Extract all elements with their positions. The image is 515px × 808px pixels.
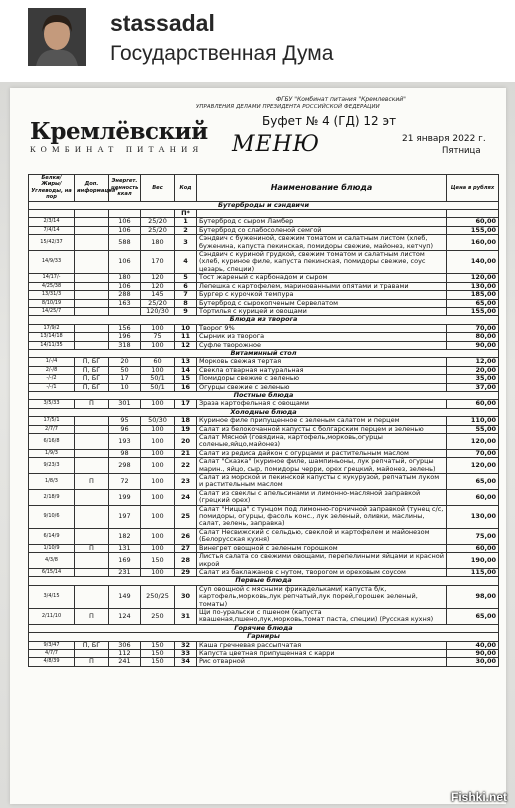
item-name: Сэндвич с куриной грудкой, свежим томатом и салатным листом (хлеб, куриное филе, капуста пекинская, помидоры свежие, соус цезарь, специи) xyxy=(197,251,447,274)
item-nutrients xyxy=(29,210,75,218)
menu-table xyxy=(28,174,499,667)
menu-body xyxy=(29,201,499,666)
item-code: 24 xyxy=(175,489,197,505)
item-extra-info: П xyxy=(75,608,109,624)
item-weight: 100 xyxy=(141,568,175,576)
item-price: 98,00 xyxy=(447,585,499,608)
menu-item-row xyxy=(29,235,499,251)
item-extra-info: П, БГ xyxy=(75,641,109,649)
item-nutrients: 1/10/9 xyxy=(29,544,75,552)
item-extra-info: П, БГ xyxy=(75,375,109,383)
item-name: Бургер с курочкой темпура xyxy=(197,291,447,299)
menu-item-row xyxy=(29,474,499,490)
header-energy: Энергет. ценность ккал xyxy=(109,175,141,202)
item-weight: 150 xyxy=(141,649,175,657)
item-extra-info: П xyxy=(75,474,109,490)
menu-item-row xyxy=(29,458,499,474)
item-extra-info xyxy=(75,341,109,349)
item-name: Суп овощной с мясными фрикадельками( капуста б/к, картофель,морковь,лук репчатый,лук порей,горошек зеленый, томаты) xyxy=(197,585,447,608)
section-title: Горячие блюда xyxy=(29,624,499,632)
item-energy: 106 xyxy=(109,282,141,290)
item-energy: 20 xyxy=(109,358,141,366)
item-nutrients: 6/15/14 xyxy=(29,568,75,576)
item-price: 60,00 xyxy=(447,400,499,408)
item-nutrients: 4/3/8 xyxy=(29,553,75,569)
item-extra-info xyxy=(75,458,109,474)
menu-item-row xyxy=(29,585,499,608)
item-extra-info xyxy=(75,417,109,425)
item-weight: 100 xyxy=(141,505,175,528)
item-nutrients: 9/3/47 xyxy=(29,641,75,649)
menu-paper xyxy=(10,88,506,804)
item-price: 70,00 xyxy=(447,449,499,457)
item-nutrients: 6/14/9 xyxy=(29,528,75,544)
item-code: 29 xyxy=(175,568,197,576)
item-price: 140,00 xyxy=(447,251,499,274)
item-name: Салат "Сказка" (куриное филе, шампиньоны, лук репчатый, огурцы марин., яйцо, сыр, помидоры черри, орех грецкий, майонез, зелень) xyxy=(197,458,447,474)
post-username[interactable]: stassadal xyxy=(110,10,215,36)
item-code: 6 xyxy=(175,282,197,290)
item-weight: 50/1 xyxy=(141,383,175,391)
item-code: 16 xyxy=(175,383,197,391)
item-nutrients: -/-/2 xyxy=(29,375,75,383)
item-nutrients: 14/11/35 xyxy=(29,341,75,349)
item-nutrients: 13/14/18 xyxy=(29,333,75,341)
menu-section-row xyxy=(29,577,499,585)
item-extra-info xyxy=(75,218,109,226)
item-extra-info: П, БГ xyxy=(75,383,109,391)
item-name: Рис отварной xyxy=(197,658,447,666)
item-code: 26 xyxy=(175,528,197,544)
item-code: 9 xyxy=(175,307,197,315)
item-extra-info xyxy=(75,449,109,457)
item-nutrients: 8/10/19 xyxy=(29,299,75,307)
item-extra-info xyxy=(75,282,109,290)
item-energy: 72 xyxy=(109,474,141,490)
item-nutrients: 3/4/15 xyxy=(29,585,75,608)
menu-item-row xyxy=(29,251,499,274)
item-name: Сырник из творога xyxy=(197,333,447,341)
item-price: 155,00 xyxy=(447,307,499,315)
item-energy: 197 xyxy=(109,505,141,528)
item-nutrients: 13/31/3 xyxy=(29,291,75,299)
item-weight: 100 xyxy=(141,449,175,457)
item-nutrients: 1/9/3 xyxy=(29,449,75,457)
item-weight: 100 xyxy=(141,474,175,490)
item-extra-info xyxy=(75,528,109,544)
item-energy: 231 xyxy=(109,568,141,576)
item-weight: 120/30 xyxy=(141,307,175,315)
item-price: 110,00 xyxy=(447,417,499,425)
item-name: Свекла отварная натуральная xyxy=(197,366,447,374)
menu-photo xyxy=(0,82,515,808)
menu-date: 21 января 2022 г. xyxy=(402,134,486,144)
item-name: Салат из баклажанов с нутом, творогом и ореховым соусом xyxy=(197,568,447,576)
item-price: 20,00 xyxy=(447,366,499,374)
section-title: Витаминный стол xyxy=(29,349,499,357)
item-extra-info xyxy=(75,274,109,282)
item-code: 28 xyxy=(175,553,197,569)
section-title: Постные блюда xyxy=(29,391,499,399)
item-extra-info xyxy=(75,299,109,307)
item-name: Винегрет овощной с зеленым горошком xyxy=(197,544,447,552)
item-weight: 120 xyxy=(141,282,175,290)
item-energy: 95 xyxy=(109,417,141,425)
item-weight: 150 xyxy=(141,658,175,666)
item-name: Салат из белокочанной капусты с болгарским перцем и зеленью xyxy=(197,425,447,433)
item-code: 17 xyxy=(175,400,197,408)
item-energy: 169 xyxy=(109,553,141,569)
menu-weekday: Пятница xyxy=(442,146,481,156)
item-extra-info xyxy=(75,291,109,299)
item-nutrients: 4/25/38 xyxy=(29,282,75,290)
item-price: 155,00 xyxy=(447,226,499,234)
item-energy: 98 xyxy=(109,449,141,457)
item-name: Капуста цветная припущенная с карри xyxy=(197,649,447,657)
item-weight: 170 xyxy=(141,251,175,274)
item-code: 8 xyxy=(175,299,197,307)
item-name: Суфле творожное xyxy=(197,341,447,349)
item-name: Листья салата со свежими овощами, перепелиными яйцами и красной икрой xyxy=(197,553,447,569)
avatar[interactable] xyxy=(28,8,86,66)
post-location[interactable]: Государственная Дума xyxy=(110,42,334,65)
menu-item-row xyxy=(29,489,499,505)
item-extra-info xyxy=(75,425,109,433)
item-energy: 131 xyxy=(109,544,141,552)
item-energy: 288 xyxy=(109,291,141,299)
kremlin-logo xyxy=(30,118,208,154)
item-code: 34 xyxy=(175,658,197,666)
item-nutrients: 7/4/14 xyxy=(29,226,75,234)
item-weight: 100 xyxy=(141,400,175,408)
item-weight: 25/20 xyxy=(141,218,175,226)
menu-section-row xyxy=(29,316,499,324)
header-extra-info: Доп. информация* xyxy=(75,175,109,202)
menu-item-row xyxy=(29,553,499,569)
item-code: 30 xyxy=(175,585,197,608)
menu-item-row xyxy=(29,291,499,299)
menu-item-row xyxy=(29,375,499,383)
item-code: 21 xyxy=(175,449,197,457)
item-energy: 149 xyxy=(109,585,141,608)
item-name: Салат Мясной (говядина, картофель,морковь,огурцы соленые,яйцо,майонез) xyxy=(197,434,447,450)
section-title: Блюда из творога xyxy=(29,316,499,324)
item-name: Салат из редиса дайкон с огурцами и растительным маслом xyxy=(197,449,447,457)
post-header xyxy=(0,0,515,82)
item-nutrients: 6/16/8 xyxy=(29,434,75,450)
item-nutrients: 2/-/8 xyxy=(29,366,75,374)
item-price: 115,00 xyxy=(447,568,499,576)
item-name: Бутерброд с сыром Ламбер xyxy=(197,218,447,226)
item-weight: 145 xyxy=(141,291,175,299)
item-code: 23 xyxy=(175,474,197,490)
item-nutrients: 14/25/7 xyxy=(29,307,75,315)
item-energy: 588 xyxy=(109,235,141,251)
item-name: Салат "Ницца" с тунцом под лимонно-горчичной заправкой (тунец с/с, помидоры, огурцы, фасоль конс., лук зеленый, оливки, маслины, салат, зелень, заправка) xyxy=(197,505,447,528)
item-energy xyxy=(109,307,141,315)
item-energy: 96 xyxy=(109,425,141,433)
item-code: 14 xyxy=(175,366,197,374)
item-energy: 298 xyxy=(109,458,141,474)
buffet-name: Буфет № 4 (ГД) 12 эт xyxy=(262,114,397,128)
item-code: 12 xyxy=(175,341,197,349)
item-name: Салат из свеклы с апельсинами и лимонно-масляной заправкой (грецкий орех) xyxy=(197,489,447,505)
item-weight: 50/30 xyxy=(141,417,175,425)
section-title: Первые блюда xyxy=(29,577,499,585)
menu-item-row xyxy=(29,658,499,666)
item-name: Тортилья с курицей и овощами xyxy=(197,307,447,315)
item-price: 120,00 xyxy=(447,274,499,282)
menu-item-row xyxy=(29,608,499,624)
item-weight: 120 xyxy=(141,274,175,282)
item-price: 65,00 xyxy=(447,474,499,490)
item-extra-info xyxy=(75,333,109,341)
item-code: 3 xyxy=(175,235,197,251)
item-nutrients: 2/18/9 xyxy=(29,489,75,505)
item-code: 32 xyxy=(175,641,197,649)
section-title: Гарниры xyxy=(29,633,499,641)
item-code: 27 xyxy=(175,544,197,552)
item-name: Бутерброд со слабосоленой семгой xyxy=(197,226,447,234)
item-price: 90,00 xyxy=(447,649,499,657)
item-nutrients: 2/7/7 xyxy=(29,425,75,433)
item-code: 15 xyxy=(175,375,197,383)
menu-item-row xyxy=(29,505,499,528)
item-price: 160,00 xyxy=(447,235,499,251)
item-weight: 25/20 xyxy=(141,299,175,307)
item-price: 35,00 xyxy=(447,375,499,383)
item-extra-info xyxy=(75,251,109,274)
item-energy: 124 xyxy=(109,608,141,624)
item-energy: 193 xyxy=(109,434,141,450)
item-name: Салат Несвижский с сельдью, свеклой и картофелем и майонезом (Белорусская кухня) xyxy=(197,528,447,544)
item-price: 120,00 xyxy=(447,458,499,474)
item-energy: 106 xyxy=(109,251,141,274)
item-price: 40,00 xyxy=(447,641,499,649)
menu-title: МЕНЮ xyxy=(232,132,321,157)
item-energy: 10 xyxy=(109,383,141,391)
item-extra-info xyxy=(75,505,109,528)
header-price: Цена в рублях xyxy=(447,175,499,202)
item-weight: 60 xyxy=(141,358,175,366)
item-weight: 100 xyxy=(141,425,175,433)
item-weight: 100 xyxy=(141,341,175,349)
item-nutrients: 17/9/2 xyxy=(29,324,75,332)
item-weight: 150 xyxy=(141,553,175,569)
menu-section-row xyxy=(29,201,499,209)
watermark: Fishki.net xyxy=(450,790,507,804)
item-extra-info xyxy=(75,307,109,315)
section-title: Бутерброды и сэндвичи xyxy=(29,201,499,209)
item-price: 60,00 xyxy=(447,544,499,552)
menu-section-row xyxy=(29,633,499,641)
item-price: 120,00 xyxy=(447,434,499,450)
item-nutrients: 1/-/4 xyxy=(29,358,75,366)
item-price: 190,00 xyxy=(447,553,499,569)
item-energy: 180 xyxy=(109,274,141,282)
section-title: Холодные блюда xyxy=(29,408,499,416)
item-energy: 196 xyxy=(109,333,141,341)
item-price: 130,00 xyxy=(447,505,499,528)
item-code: 5 xyxy=(175,274,197,282)
item-code: 11 xyxy=(175,333,197,341)
item-nutrients: 15/42/37 xyxy=(29,235,75,251)
item-name: Салат из морской и пекинской капусты с кукурузой, репчатым луком и растительным маслом xyxy=(197,474,447,490)
item-energy: 106 xyxy=(109,226,141,234)
item-weight: 150 xyxy=(141,641,175,649)
item-code: 2 xyxy=(175,226,197,234)
item-weight: 75 xyxy=(141,333,175,341)
org-line-2: УПРАВЛЕНИЯ ДЕЛАМИ ПРЕЗИДЕНТА РОССИЙСКОЙ ФЕДЕРАЦИИ xyxy=(196,104,380,110)
item-code: 19 xyxy=(175,425,197,433)
item-price: 65,00 xyxy=(447,608,499,624)
item-weight: 100 xyxy=(141,528,175,544)
item-energy: 199 xyxy=(109,489,141,505)
menu-item-row xyxy=(29,528,499,544)
item-code: 33 xyxy=(175,649,197,657)
item-price: 70,00 xyxy=(447,324,499,332)
item-weight: 100 xyxy=(141,544,175,552)
menu-item-row xyxy=(29,358,499,366)
item-energy: 50 xyxy=(109,366,141,374)
item-energy: 112 xyxy=(109,649,141,657)
item-price: 12,00 xyxy=(447,358,499,366)
item-code: 25 xyxy=(175,505,197,528)
item-name: Куриное филе припущенное с зеленым салатом и перцем xyxy=(197,417,447,425)
item-name: Морковь свежая тертая xyxy=(197,358,447,366)
item-extra-info xyxy=(75,489,109,505)
item-nutrients: 1/8/3 xyxy=(29,474,75,490)
item-extra-info xyxy=(75,585,109,608)
item-nutrients: 14/9/33 xyxy=(29,251,75,274)
item-energy: 318 xyxy=(109,341,141,349)
item-nutrients: 3/5/33 xyxy=(29,400,75,408)
item-nutrients: 4/7/7 xyxy=(29,649,75,657)
item-price: 60,00 xyxy=(447,218,499,226)
item-code: 22 xyxy=(175,458,197,474)
logo-subtitle: КОМБИНАТ ПИТАНИЯ xyxy=(30,144,204,154)
item-name: Тост жареный с карбонадом и сыром xyxy=(197,274,447,282)
item-extra-info xyxy=(75,434,109,450)
item-extra-info: П, БГ xyxy=(75,358,109,366)
item-extra-info: П xyxy=(75,400,109,408)
item-weight: 100 xyxy=(141,458,175,474)
item-extra-info xyxy=(75,568,109,576)
item-energy: 163 xyxy=(109,299,141,307)
item-extra-info xyxy=(75,235,109,251)
item-extra-info: П, БГ xyxy=(75,366,109,374)
item-extra-info: П xyxy=(75,544,109,552)
avatar-photo-icon xyxy=(28,8,86,66)
item-weight: 100 xyxy=(141,489,175,505)
item-energy: 156 xyxy=(109,324,141,332)
item-extra-info xyxy=(75,210,109,218)
item-price: 130,00 xyxy=(447,282,499,290)
header-name: Наименование блюда xyxy=(197,175,447,202)
menu-item-row xyxy=(29,417,499,425)
menu-item-row xyxy=(29,434,499,450)
item-weight: 180 xyxy=(141,235,175,251)
menu-item-row xyxy=(29,649,499,657)
item-nutrients: 4/8/39 xyxy=(29,658,75,666)
item-weight: 100 xyxy=(141,434,175,450)
item-code: 10 xyxy=(175,324,197,332)
item-code: 1 xyxy=(175,218,197,226)
item-code: 18 xyxy=(175,417,197,425)
item-weight: 250 xyxy=(141,608,175,624)
item-price: 30,00 xyxy=(447,658,499,666)
item-price: 80,00 xyxy=(447,333,499,341)
item-name: Каша гречневая рассыпчатая xyxy=(197,641,447,649)
header-nutrients: Белки/ Жиры/ Углеводы, на пор xyxy=(29,175,75,202)
item-price: 37,00 xyxy=(447,383,499,391)
item-energy: 106 xyxy=(109,218,141,226)
header-code: Код xyxy=(175,175,197,202)
item-energy: 241 xyxy=(109,658,141,666)
item-extra-info: П xyxy=(75,658,109,666)
item-weight: 25/20 xyxy=(141,226,175,234)
item-code: 31 xyxy=(175,608,197,624)
item-name: Зраза картофельная с овощами xyxy=(197,400,447,408)
item-nutrients: 9/10/6 xyxy=(29,505,75,528)
item-weight: 100 xyxy=(141,324,175,332)
item-name: Огурцы свежие с зеленью xyxy=(197,383,447,391)
item-energy: 306 xyxy=(109,641,141,649)
item-price: 60,00 xyxy=(447,489,499,505)
item-nutrients: -/-/1 xyxy=(29,383,75,391)
item-extra-info xyxy=(75,553,109,569)
item-code: 4 xyxy=(175,251,197,274)
item-energy: 301 xyxy=(109,400,141,408)
item-name: Помидоры свежие с зеленью xyxy=(197,375,447,383)
item-name: Лепешка с картофелем, маринованными опятами и травами xyxy=(197,282,447,290)
item-energy: 182 xyxy=(109,528,141,544)
item-name: Сэндвич с бужениной, свежим томатом и салатным листом (хлеб, буженина, капуста пекинская, помидоры свежие, майонез, кетчуп) xyxy=(197,235,447,251)
item-nutrients: 2/11/10 xyxy=(29,608,75,624)
logo-title: Кремлёвский xyxy=(30,118,208,145)
item-weight: 100 xyxy=(141,366,175,374)
menu-item-row xyxy=(29,274,499,282)
item-code: 13 xyxy=(175,358,197,366)
header-weight: Вес xyxy=(141,175,175,202)
item-nutrients: 9/23/3 xyxy=(29,458,75,474)
item-weight: 250/25 xyxy=(141,585,175,608)
menu-header-row xyxy=(29,175,499,202)
item-extra-info xyxy=(75,324,109,332)
item-name: Щи по-уральски с пшеном (капуста квашеная,пшено,лук,морковь,томат паста, специи) (Русская кухня) xyxy=(197,608,447,624)
item-code: 7 xyxy=(175,291,197,299)
item-nutrients: 14/17/- xyxy=(29,274,75,282)
item-price: 90,00 xyxy=(447,341,499,349)
menu-item-row xyxy=(29,333,499,341)
item-price: 185,00 xyxy=(447,291,499,299)
item-price: 75,00 xyxy=(447,528,499,544)
item-weight: 50/1 xyxy=(141,375,175,383)
item-nutrients: 17/5/1 xyxy=(29,417,75,425)
item-price: 55,00 xyxy=(447,425,499,433)
item-price: 65,00 xyxy=(447,299,499,307)
item-extra-info xyxy=(75,226,109,234)
item-name: Творог 9% xyxy=(197,324,447,332)
item-code: 20 xyxy=(175,434,197,450)
item-energy: 17 xyxy=(109,375,141,383)
item-code: П* xyxy=(175,210,197,218)
org-line-1: ФГБУ "Комбинат питания "Кремлевский" xyxy=(276,96,406,103)
item-name: Бутерброд с сырокопченым Сервелатом xyxy=(197,299,447,307)
item-nutrients: 2/3/14 xyxy=(29,218,75,226)
